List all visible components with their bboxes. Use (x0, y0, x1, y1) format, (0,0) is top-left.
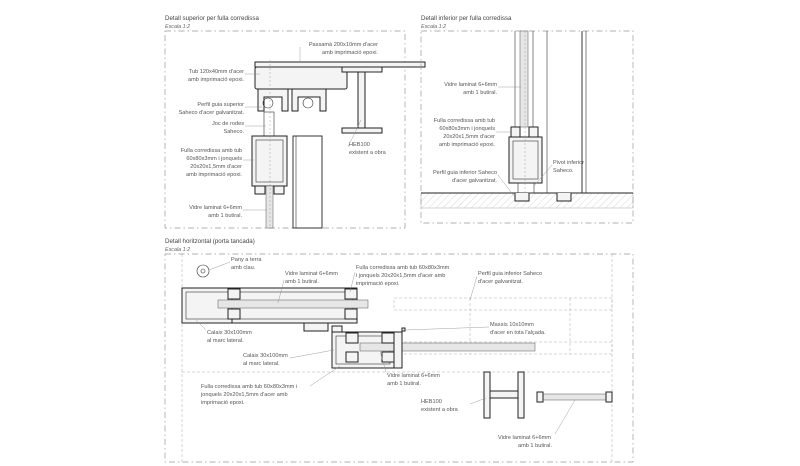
svg-text:i jonquels 20x20x1,5mm d'acer: i jonquels 20x20x1,5mm d'acer amb (356, 273, 446, 279)
svg-text:Pany a terra: Pany a terra (231, 257, 262, 263)
top-guide-rail (258, 89, 326, 111)
bottom-bead-left (511, 127, 520, 137)
fixed-frame (293, 136, 322, 228)
bottom-bead-right (529, 127, 538, 137)
floor-channel-left (515, 193, 529, 201)
label-wheels (212, 121, 266, 135)
horizontal-detail-scale: Escala 1:2 (165, 247, 191, 253)
bottom-detail-view (421, 15, 633, 223)
svg-text:amb imprimació epoxi.: amb imprimació epoxi. (188, 77, 244, 83)
svg-text:Saheco d'acer galvanitzat.: Saheco d'acer galvanitzat. (178, 110, 244, 116)
label-passama (300, 42, 378, 62)
label-top-rail (179, 102, 262, 116)
leaf-2-glass (360, 343, 535, 351)
svg-text:imprimació epoxi.: imprimació epoxi. (201, 400, 245, 406)
svg-text:jonquels 20x20x1,5mm d'acer am: jonquels 20x20x1,5mm d'acer amb (201, 392, 288, 398)
svg-text:Vidre laminat 6+6mm: Vidre laminat 6+6mm (189, 205, 242, 211)
heb100-plan (484, 372, 524, 418)
svg-text:Vidre laminat 6+6mm: Vidre laminat 6+6mm (285, 271, 338, 277)
label-bottom-glass (444, 82, 521, 96)
plate-passama (255, 62, 425, 67)
svg-text:existent a obra: existent a obra (349, 150, 386, 156)
svg-text:amb clau.: amb clau. (231, 265, 256, 271)
top-glass (266, 186, 273, 228)
sliding-leaf-tube (252, 136, 287, 186)
sliding-leaf-1 (182, 288, 368, 331)
svg-text:Saheco.: Saheco. (553, 168, 574, 174)
bottom-leaf-tube (509, 137, 542, 183)
leaf-1-glass (218, 300, 368, 308)
label-floor-lock (209, 257, 262, 271)
svg-text:amb 1 butiral.: amb 1 butiral. (285, 279, 319, 285)
top-detail-scale: Escala 1:2 (165, 24, 191, 30)
bottom-detail-title: Detall inferior per fulla corredissa (421, 15, 512, 22)
heb100-beam (342, 67, 382, 133)
svg-text:amb 1 butiral.: amb 1 butiral. (387, 381, 421, 387)
svg-text:amb 1 butiral.: amb 1 butiral. (463, 90, 497, 96)
horizontal-detail-view (165, 238, 633, 462)
svg-text:d'acer galvanitzat.: d'acer galvanitzat. (478, 279, 523, 285)
label-h-drawer-1 (196, 320, 252, 344)
svg-text:existent a obra: existent a obra (421, 407, 458, 413)
svg-text:Joc de rodes: Joc de rodes (211, 121, 244, 127)
svg-text:Vidre laminat 6+6mm: Vidre laminat 6+6mm (498, 435, 551, 441)
svg-text:Calaix 30x100mm: Calaix 30x100mm (243, 353, 288, 359)
svg-text:Massís 10x10mm: Massís 10x10mm (490, 322, 534, 328)
svg-text:Perfil guia superior: Perfil guia superior (197, 102, 244, 108)
svg-text:d'acer en tota l'alçada.: d'acer en tota l'alçada. (490, 330, 546, 336)
label-top-leaf (181, 148, 254, 178)
svg-text:Fulla corredissa amb tub 60x80: Fulla corredissa amb tub 60x80x3mm (356, 265, 450, 271)
label-top-glass (189, 205, 267, 219)
svg-text:amb imprimació epoxi.: amb imprimació epoxi. (439, 142, 495, 148)
svg-text:Passamà 200x10mm d'acer: Passamà 200x10mm d'acer (308, 42, 378, 48)
svg-text:HEB100: HEB100 (349, 142, 370, 148)
svg-text:amb imprimació epoxi.: amb imprimació epoxi. (186, 172, 242, 178)
label-bottom-leaf (434, 118, 511, 148)
bottom-pivot (518, 183, 534, 193)
fixed-glass-panel (540, 394, 612, 400)
svg-text:Fulla corredissa amb tub: Fulla corredissa amb tub (433, 118, 495, 124)
label-tube (188, 69, 260, 83)
wheel-axle (264, 112, 274, 136)
label-h-rail (470, 271, 542, 300)
floor-channel-right (557, 193, 571, 201)
bead-right (274, 186, 284, 194)
top-detail-title: Detall superior per fulla corredissa (165, 15, 259, 22)
horizontal-detail-title: Detall horitzontal (porta tancada) (165, 238, 255, 245)
floor-lock (197, 265, 209, 277)
svg-text:Vidre laminat 6+6mm: Vidre laminat 6+6mm (387, 373, 440, 379)
tube-120x40 (255, 67, 347, 89)
svg-text:d'acer galvanitzat.: d'acer galvanitzat. (452, 178, 497, 184)
svg-text:60x80x3mm i jonquels: 60x80x3mm i jonquels (439, 126, 495, 132)
svg-text:20x20x1,5mm d'acer: 20x20x1,5mm d'acer (190, 164, 242, 170)
svg-text:Vidre laminat 6+6mm: Vidre laminat 6+6mm (444, 82, 497, 88)
label-h-heb (421, 398, 486, 413)
svg-text:amb imprimació epoxi.: amb imprimació epoxi. (322, 50, 378, 56)
svg-text:60x80x3mm i jonquels: 60x80x3mm i jonquels (186, 156, 242, 162)
svg-text:Perfil guia inferior Saheco: Perfil guia inferior Saheco (432, 170, 497, 176)
label-h-glass-3 (498, 400, 575, 449)
svg-text:20x20x1,5mm d'acer: 20x20x1,5mm d'acer (443, 134, 495, 140)
svg-text:amb 1 butiral.: amb 1 butiral. (208, 213, 242, 219)
svg-text:Tub 120x40mm d'acer: Tub 120x40mm d'acer (188, 69, 244, 75)
svg-text:Calaix 30x100mm: Calaix 30x100mm (207, 330, 252, 336)
svg-text:al marc lateral.: al marc lateral. (243, 361, 280, 367)
bottom-detail-scale: Escala 1:2 (421, 24, 447, 30)
label-top-heb (348, 120, 387, 156)
bottom-glass (520, 31, 528, 127)
svg-text:Pivot inferior: Pivot inferior (553, 160, 585, 166)
guide-rail-outline (394, 298, 612, 310)
label-h-leaf-1 (350, 265, 450, 292)
label-h-solid-bar (405, 322, 546, 336)
bead-left (255, 186, 265, 194)
svg-text:Saheco.: Saheco. (223, 129, 244, 135)
svg-text:Fulla corredissa amb tub: Fulla corredissa amb tub (180, 148, 242, 154)
svg-text:al marc lateral.: al marc lateral. (207, 338, 244, 344)
label-bottom-rail (433, 170, 514, 196)
label-h-drawer-2 (243, 350, 334, 367)
svg-text:HEB100: HEB100 (421, 399, 442, 405)
svg-text:amb 1 butiral.: amb 1 butiral. (518, 443, 552, 449)
svg-text:Fulla corredissa amb tub 60x80: Fulla corredissa amb tub 60x80x3mm i (201, 384, 298, 390)
top-detail-view (165, 15, 425, 228)
svg-text:imprimació epoxi.: imprimació epoxi. (356, 281, 400, 287)
svg-text:Perfil guia inferior Saheco: Perfil guia inferior Saheco (478, 271, 543, 277)
